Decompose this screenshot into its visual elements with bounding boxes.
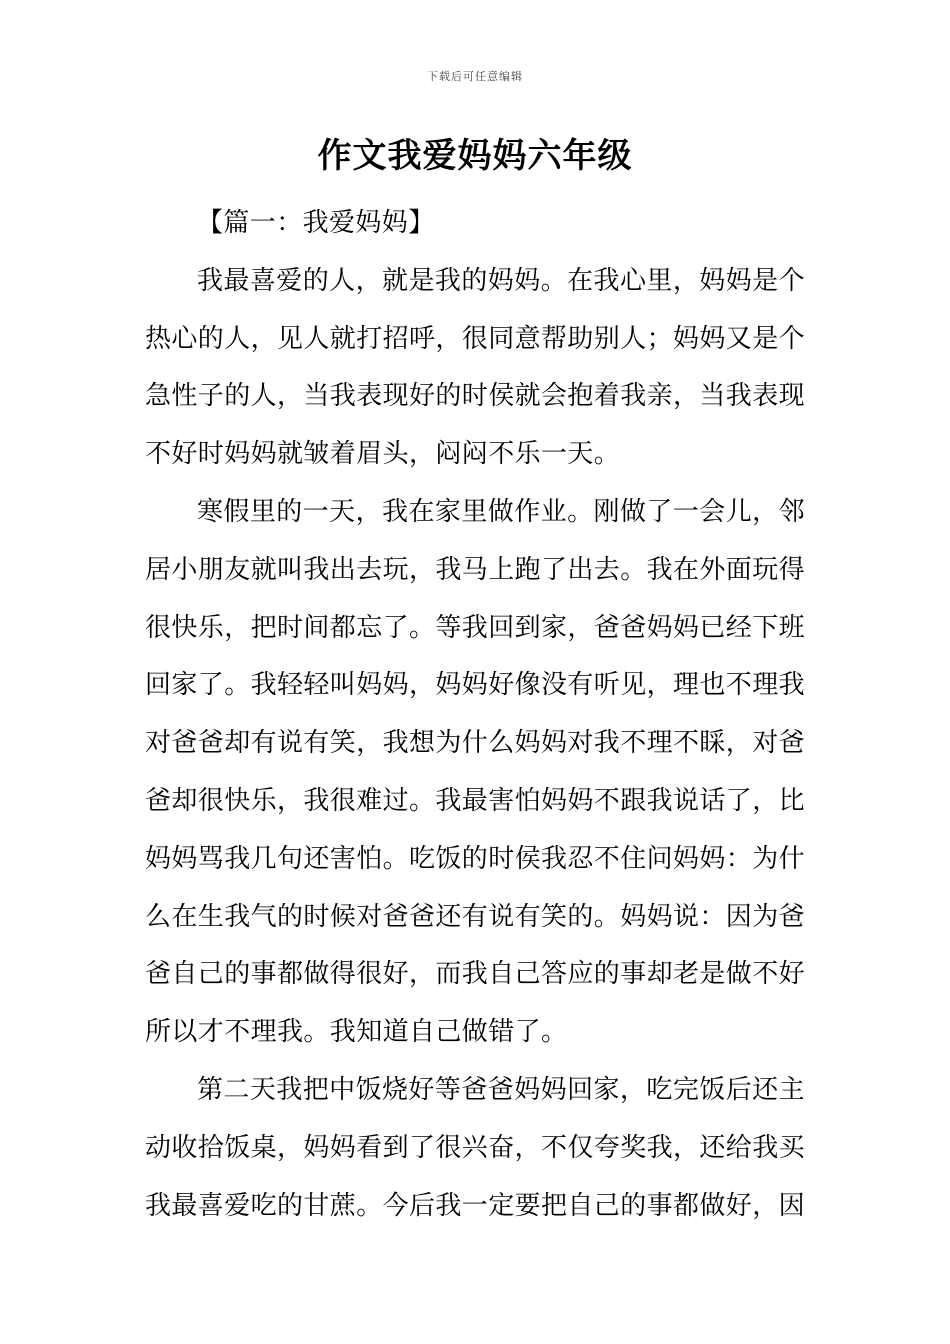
- section-heading: 【篇一：我爱妈妈】: [197, 208, 435, 238]
- page-title: 作文我爱妈妈六年级: [317, 136, 633, 176]
- header-note: 下载后可任意编辑: [427, 70, 523, 83]
- paragraph: 我最喜爱的人，就是我的妈妈。在我心里，妈妈是个热心的人，见人就打招呼，很同意帮助别人；妈妈又是个急性子的人，当我表现好的时侯就会抱着我亲，当我表现不好时妈妈就皱着眉头，闷闷不乐一天。: [145, 265, 806, 470]
- paragraph: 寒假里的一天，我在家里做作业。刚做了一会儿，邻居小朋友就叫我出去玩，我马上跑了出去。我在外面玩得很快乐，把时间都忘了。等我回到家，爸爸妈妈已经下班回家了。我轻轻叫妈妈，妈妈好像没有听见，理也不理我对爸爸却有说有笑，我想为什么妈妈对我不理不睬，对爸爸却很快乐，我很难过。我最害怕妈妈不跟我说话了，比妈妈骂我几句还害怕。吃饭的时侯我忍不住问妈妈：为什么在生我气的时候对爸爸还有说有笑的。妈妈说：因为爸爸自己的事都做得很好，而我自己答应的事却老是做不好所以才不理我。我知道自己做错了。: [145, 496, 806, 1048]
- paragraph: 第二天我把中饭烧好等爸爸妈妈回家，吃完饭后还主动收拾饭桌，妈妈看到了很兴奋，不仅夸奖我，还给我买我最喜爱吃的甘蔗。今后我一定要把自己的事都做好，因: [145, 1074, 806, 1221]
- document-body: [145, 195, 805, 1235]
